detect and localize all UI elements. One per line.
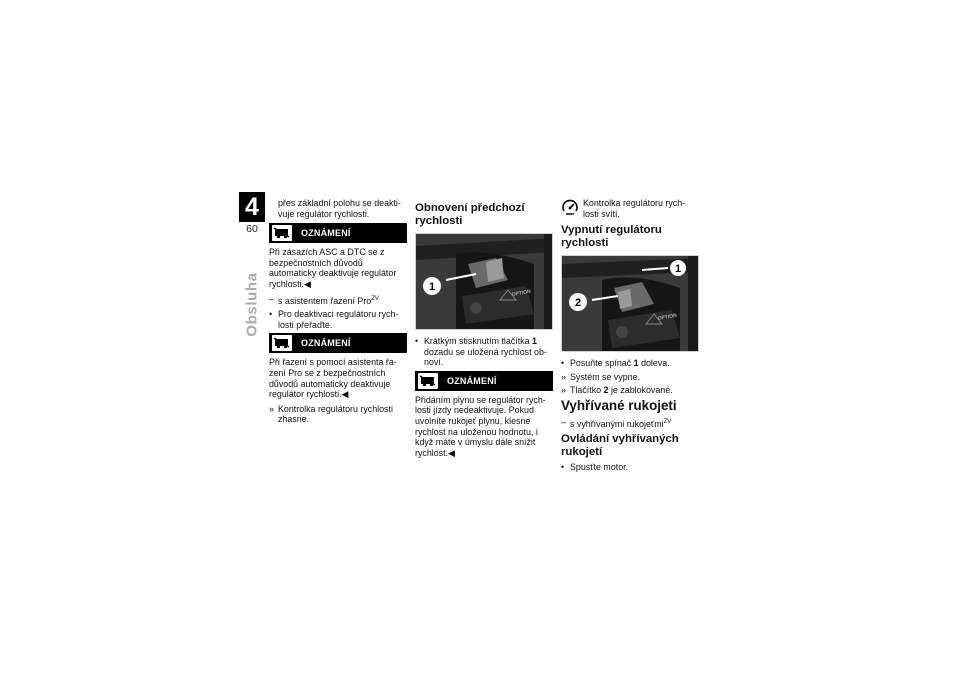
result-item [561, 385, 699, 396]
handlebar-photo [415, 233, 553, 330]
equipment-item [269, 294, 407, 307]
bullet-item [269, 309, 407, 330]
chapter-number: 4 [239, 192, 265, 222]
indicator-row [561, 198, 699, 220]
cruise-control-icon [561, 199, 579, 217]
column-2 [415, 198, 553, 462]
notice-box [415, 371, 553, 391]
result-item [269, 404, 407, 425]
equipment-text: s vyhřívanými rukojeťmi [570, 418, 664, 429]
intro-text: přes základní polohu se deakti-vuje regulátor rychlosti. [278, 198, 401, 219]
bullet-number: 1 [532, 336, 537, 346]
equipment-superscript: ZV [371, 295, 379, 302]
page-number: 60 [246, 223, 258, 235]
bullet-text: Posuňte spínač [570, 358, 632, 368]
bullet-text: Krátkým stisknutím tlačítka [424, 336, 530, 346]
result-text: Systém se vypne. [570, 371, 641, 382]
notice-label: OZNÁMENÍ [301, 228, 351, 239]
chapter-sidebar [239, 192, 267, 235]
notice-text: Při řazení s pomocí asistenta řa-zení Pro se z bezpečnostních důvodů automaticky deaktivuje regulátor rychlosti.◀ [269, 357, 397, 400]
result-text: je zablokované. [610, 385, 673, 396]
result-marker: » [561, 385, 566, 396]
result-marker: » [561, 371, 566, 382]
bullet-text: doleva. [641, 358, 670, 368]
notice-icon [418, 373, 438, 389]
bullet-text: Spusťte motor. [570, 462, 629, 473]
section-heading: Ovládání vyhřívaných rukojetí [561, 433, 679, 458]
bullet-number: 1 [633, 358, 639, 368]
notice-icon [272, 225, 292, 241]
notice-box [269, 223, 407, 243]
notice-icon [272, 335, 292, 351]
dash-marker: – [561, 416, 566, 427]
notice-label: OZNÁMENÍ [301, 338, 351, 349]
bullet-text: dozadu se uložená rychlost ob-noví. [424, 346, 547, 368]
column-1 [269, 198, 407, 428]
bullet-marker: • [561, 358, 565, 368]
dash-marker: – [269, 293, 274, 304]
column-3 [561, 198, 699, 476]
bullet-text: Pro deaktivaci regulátoru rych-losti přeřaďte. [278, 309, 399, 330]
bullet-marker: • [415, 336, 419, 346]
bullet-item [561, 358, 699, 369]
notice-label: OZNÁMENÍ [447, 375, 497, 386]
notice-text: Při zásazích ASC a DTC se z bezpečnostních důvodů automaticky deaktivuje regulátor rychlosti.◀ [269, 247, 397, 289]
bullet-item [561, 462, 699, 473]
photo-button-label: OPTION [657, 312, 678, 322]
bullet-item [415, 336, 553, 368]
photo-callout: 1 [674, 263, 682, 275]
result-number: 2 [603, 385, 609, 396]
result-marker: » [269, 403, 274, 414]
handlebar-photo [561, 255, 699, 352]
bullet-marker: • [269, 309, 273, 320]
equipment-item [561, 417, 699, 430]
notice-box [269, 333, 407, 353]
photo-callout: 1 [428, 281, 436, 293]
result-item [561, 372, 699, 383]
section-heading: Vyhřívané rukojeti [561, 397, 677, 413]
section-heading: Vypnutí regulátoru rychlosti [561, 224, 662, 249]
notice-text: Přidáním plynu se regulátor rych-losti jízdy nedeaktivuje. Pokud uvolníte rukojeť plynu, klesne rychlost na uloženou hodnotu, i když máte v úmyslu dále snížit rychlost.◀ [415, 394, 546, 458]
photo-callout: 2 [574, 297, 582, 309]
result-text: Tlačítko [570, 385, 602, 396]
equipment-superscript: ZV [663, 418, 672, 425]
chapter-title: Obsluha [243, 272, 261, 337]
indicator-text: Kontrolka regulátoru rych-losti svítí. [583, 198, 686, 219]
equipment-text: s asistentem řazení Pro [278, 295, 372, 306]
section-heading: Obnovení předchozí rychlosti [415, 202, 525, 227]
bullet-marker: • [561, 462, 565, 473]
photo-button-label: OPTION [511, 288, 532, 298]
result-text: Kontrolka regulátoru rychlosti zhasne. [278, 403, 393, 425]
